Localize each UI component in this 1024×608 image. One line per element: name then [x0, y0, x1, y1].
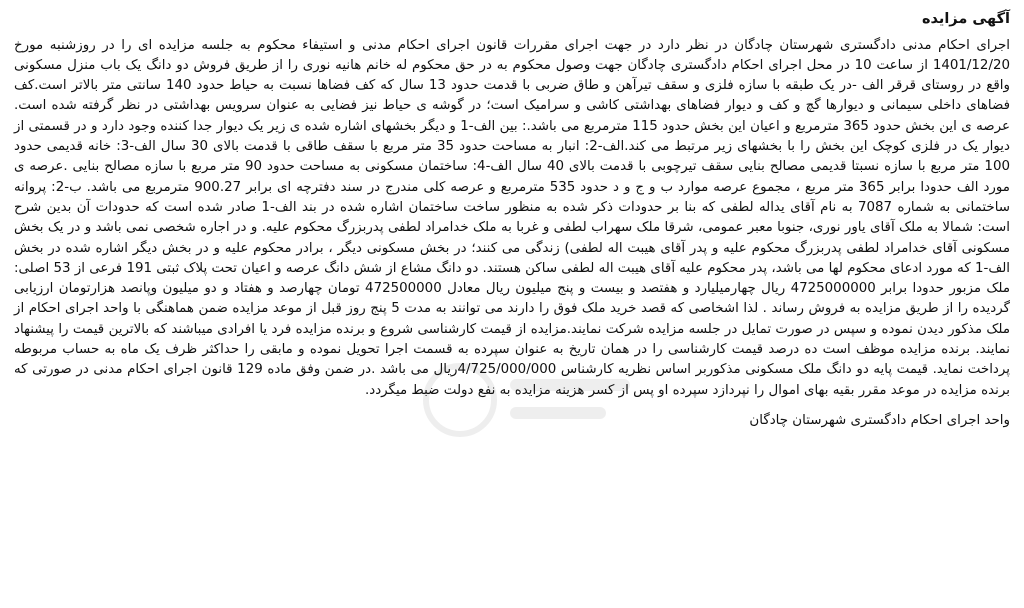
notice-signature: واحد اجرای احکام دادگستری شهرستان چادگان [749, 412, 1010, 428]
notice-title: آگهی مزایده [921, 11, 1010, 27]
notice-body: اجرای احکام مدنی دادگستری شهرستان چادگان در نظر دارد در جهت اجرای مقررات قانون اجرای احکام مدنی و استیفاء محکوم به جلسه مزایده ای را در روزشنبه مورخ 1401/12/20 از ساعت 10 در محل اجرای احکام دادگستری چادگان جهت وصول محکوم به در حق محکوم له خانم هانیه نوری را از طریق فروش دو دانگ یک باب منزل مسکونی واقع در روستای قرقر الف -در یک طبقه با سازه فلزی و سقف تیرآهن و طاق ضربی با قدمت حدود 13 سال که کف فضاها نسبت به حیاط حدود 140 سانتی متر بالاتر است.کف فضاهای داخلی سیمانی و دیوارها گچ و کف و دیوار فضاهای بهداشتی کاشی و سرامیک است؛ در گوشه ی حیاط نیز فضایی به عنوان سرویس بهداشتی در نظر گرفته شده است. عرصه ی این بخش حدود 365 مترمربع و اعیان این بخش حدود 115 مترمربع می باشد.: بین الف-1 و دیگر بخشهای اشاره شده ی زیر یک دیوار جدا کننده وجود دارد و در قسمتی از دیوار یک در فلزی کوچک این بخش را با بخشهای زیر مرتبط می کند.الف-2: انبار به مساحت حدود 35 متر مربع با سقف طاقی با قدمت بالای 30 سال الف-3: خانه قدیمی حدود 100 متر مربع با سازه نسبتا قدیمی مصالح بنایی سقف تیرچوبی با قدمت بالای 40 سال الف-4: ساختمان مسکونی به مساحت حدود 90 متر مربع با سازه مصالح بنایی .عرصه ی مورد الف حدودا برابر 365 متر مربع ، مجموع عرصه موارد ب و ج و د حدود 535 مترمربع و عرصه کلی مندرج در سند دفترچه ای برابر 900.27 مترمربع می باشد. ب-2: پروانه ساختمانی به شماره 7087 به نام آقای یداله لطفی که بنا بر حدودات ذکر شده به منظور ساخت ساختمان اشاره شده در بند الف-1 صادر شده است که حدودات آن بدین شرح است: شمالا به ملک آقای یاور نوری، جنوبا معبر عمومی، شرقا ملک سهراب لطفی و غربا به ملک خدامراد لطفی پدربزرگ محکوم علیه. و در اجاره شخصی نمی باشد و در یک بخش مسکونی آقای خدامراد لطفی پدربزرگ محکوم علیه و پدر آقای هیبت اله لطفی) زندگی می کنند؛ در بخش مسکونی دیگر ، برادر محکوم علیه و در بخش دیگر اشاره شده در بخش الف-1 که مورد ادعای محکوم لها می باشد، پدر محکوم علیه آقای هیبت اله لطفی ساکن هستند. دو دانگ مشاع از شش دانگ عرصه و اعیان تحت پلاک ثبتی 191 فرعی از 53 اصلی: ملک مزبور حدودا برابر 4725000000 ریال چهارمیلیارد و هفتصد و بیست و پنج میلیون ریال معادل 472500000 تومان چهارصد و هفتاد و دو میلیون وپانصد هزارتومان ارزیابی گردیده را از طریق مزایده به فروش رساند . لذا اشخاصی که قصد خرید ملک فوق را دارند می توانند به مدت 5 پنج روز قبل از موعد مزایده ضمن هماهنگی با واحد اجرای احکام از ملک مذکور دیدن نموده و سپس در صورت تمایل در جلسه مزایده شرکت نمایند.مزایده از قیمت کارشناسی شروع و برنده مزایده فرد یا افرادی میباشند که بالاترین قیمت را پیشنهاد نمایند. برنده مزایده موظف است ده درصد قیمت کارشناسی را در همان تاریخ به عنوان سپرده به قسمت اجرا تحویل نموده و مابقی را حداکثر ظرف یک ماه به حساب مربوطه پرداخت نماید. قیمت پایه دو دانگ ملک مسکونی مذکوربر اساس نظریه کارشناس 4/725/000/000ریال می باشد .در ضمن وفق ماده 129 قانون اجرای احکام مدنی در صورتی که برنده مزایده در موعد مقرر بقیه بهای اموال را نپردازد سپرده او پس از کسر هزینه مزایده به نفع دولت ضبط میگردد. [14, 37, 1011, 398]
